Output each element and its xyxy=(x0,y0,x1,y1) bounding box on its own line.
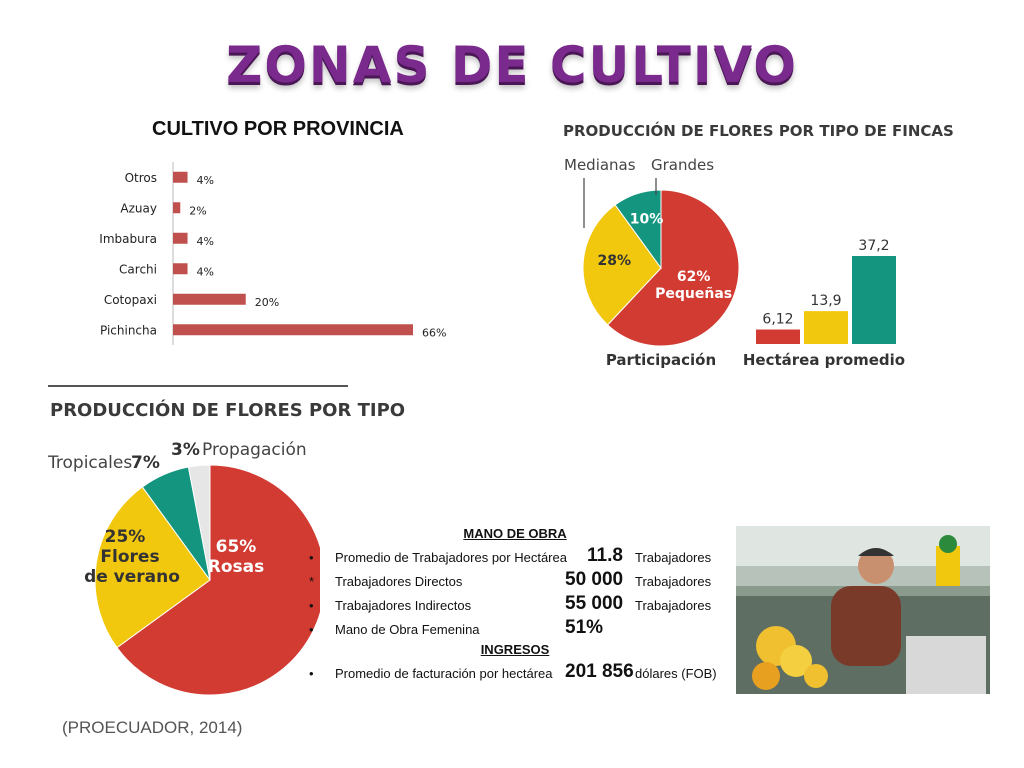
row-label: Mano de Obra Femenina xyxy=(335,622,480,637)
row-value: 55 000 xyxy=(565,593,624,614)
data-label: 37,2 xyxy=(858,238,890,254)
page-title: ZONAS DE CULTIVO xyxy=(226,36,798,94)
row-label: Trabajadores Indirectos xyxy=(335,598,472,613)
slice-outside-value: 3% xyxy=(171,440,200,460)
tipo-chart-title: PRODUCCIÓN DE FLORES POR TIPO xyxy=(50,400,406,421)
data-label: 66% xyxy=(422,326,447,340)
province-bar-chart xyxy=(60,150,480,350)
data-label: 6,12 xyxy=(762,311,794,328)
bullet: * xyxy=(309,574,315,589)
bar xyxy=(173,263,188,274)
row-value: 50 000 xyxy=(565,569,624,590)
bullet: • xyxy=(309,622,314,637)
list-item xyxy=(305,545,725,574)
source-citation: (PROECUADOR, 2014) xyxy=(62,718,243,737)
slice-outside-label: Tropicales xyxy=(48,453,133,473)
fincas-chart-title: PRODUCCIÓN DE FLORES POR TIPO DE FINCAS xyxy=(563,122,954,140)
row-unit: dólares (FOB) xyxy=(635,666,717,681)
bullet: • xyxy=(309,550,314,565)
participacion-label: Participación xyxy=(605,351,717,369)
row-value: 11.8 xyxy=(587,545,623,566)
slice-label: Rosas xyxy=(207,557,265,577)
bar xyxy=(173,172,188,183)
tipo-pie-chart xyxy=(40,430,320,700)
row-unit: Trabajadores xyxy=(635,550,712,565)
slice-outside-label: Propagación xyxy=(202,440,307,460)
divider xyxy=(48,385,348,387)
slice-label: Flores xyxy=(100,547,160,567)
row-label: Trabajadores Directos xyxy=(335,574,463,589)
data-label: 20% xyxy=(254,295,280,309)
hectarea-label: Hectárea promedio xyxy=(742,351,906,369)
data-label: 4% xyxy=(196,173,214,187)
slice-value-label: 10% xyxy=(629,211,664,228)
mano-de-obra-header: MANO DE OBRA xyxy=(463,526,567,541)
legend-item: Medianas xyxy=(564,156,636,174)
bar xyxy=(173,233,188,244)
bar-chart-title: CULTIVO POR PROVINCIA xyxy=(152,118,404,140)
legend-item: Grandes xyxy=(651,156,715,174)
row-unit: Trabajadores xyxy=(635,598,712,613)
list-item xyxy=(305,569,725,598)
bullet: • xyxy=(309,598,314,613)
row-label: Promedio de facturación por hectárea xyxy=(335,666,553,681)
category-label: Cotopaxi xyxy=(103,292,157,307)
bar xyxy=(173,294,246,305)
slice-name-label: Pequeñas xyxy=(655,285,733,302)
list-item xyxy=(305,661,725,690)
greenhouse-photo xyxy=(736,526,990,694)
slice-value-label: 62% xyxy=(676,268,711,285)
bar xyxy=(173,202,180,213)
hectare-bar xyxy=(804,311,848,344)
slice-label: 25% xyxy=(104,527,146,547)
fincas-chart xyxy=(556,150,916,380)
row-value: 201 856 xyxy=(565,661,634,682)
slice-value-label: 28% xyxy=(597,253,632,270)
hectare-bar xyxy=(852,256,896,344)
hectare-bar xyxy=(756,330,800,344)
ingresos-header: INGRESOS xyxy=(480,642,550,657)
slice-label: 65% xyxy=(215,537,257,557)
bar xyxy=(173,324,413,335)
data-label: 4% xyxy=(196,234,214,248)
category-label: Imbabura xyxy=(99,231,157,246)
row-label: Promedio de Trabajadores por Hectárea xyxy=(335,550,567,565)
row-unit: Trabajadores xyxy=(635,574,712,589)
bullet: • xyxy=(309,666,314,681)
list-item xyxy=(305,593,725,622)
row-value: 51% xyxy=(565,617,604,638)
category-label: Pichincha xyxy=(99,323,157,338)
category-label: Carchi xyxy=(119,262,157,277)
data-label: 2% xyxy=(189,204,207,218)
slice-outside-value: 7% xyxy=(131,453,160,473)
category-label: Otros xyxy=(124,170,157,185)
data-label: 13,9 xyxy=(810,293,842,310)
category-label: Azuay xyxy=(120,201,157,216)
slice-label: de verano xyxy=(84,567,180,587)
data-label: 4% xyxy=(196,265,214,279)
